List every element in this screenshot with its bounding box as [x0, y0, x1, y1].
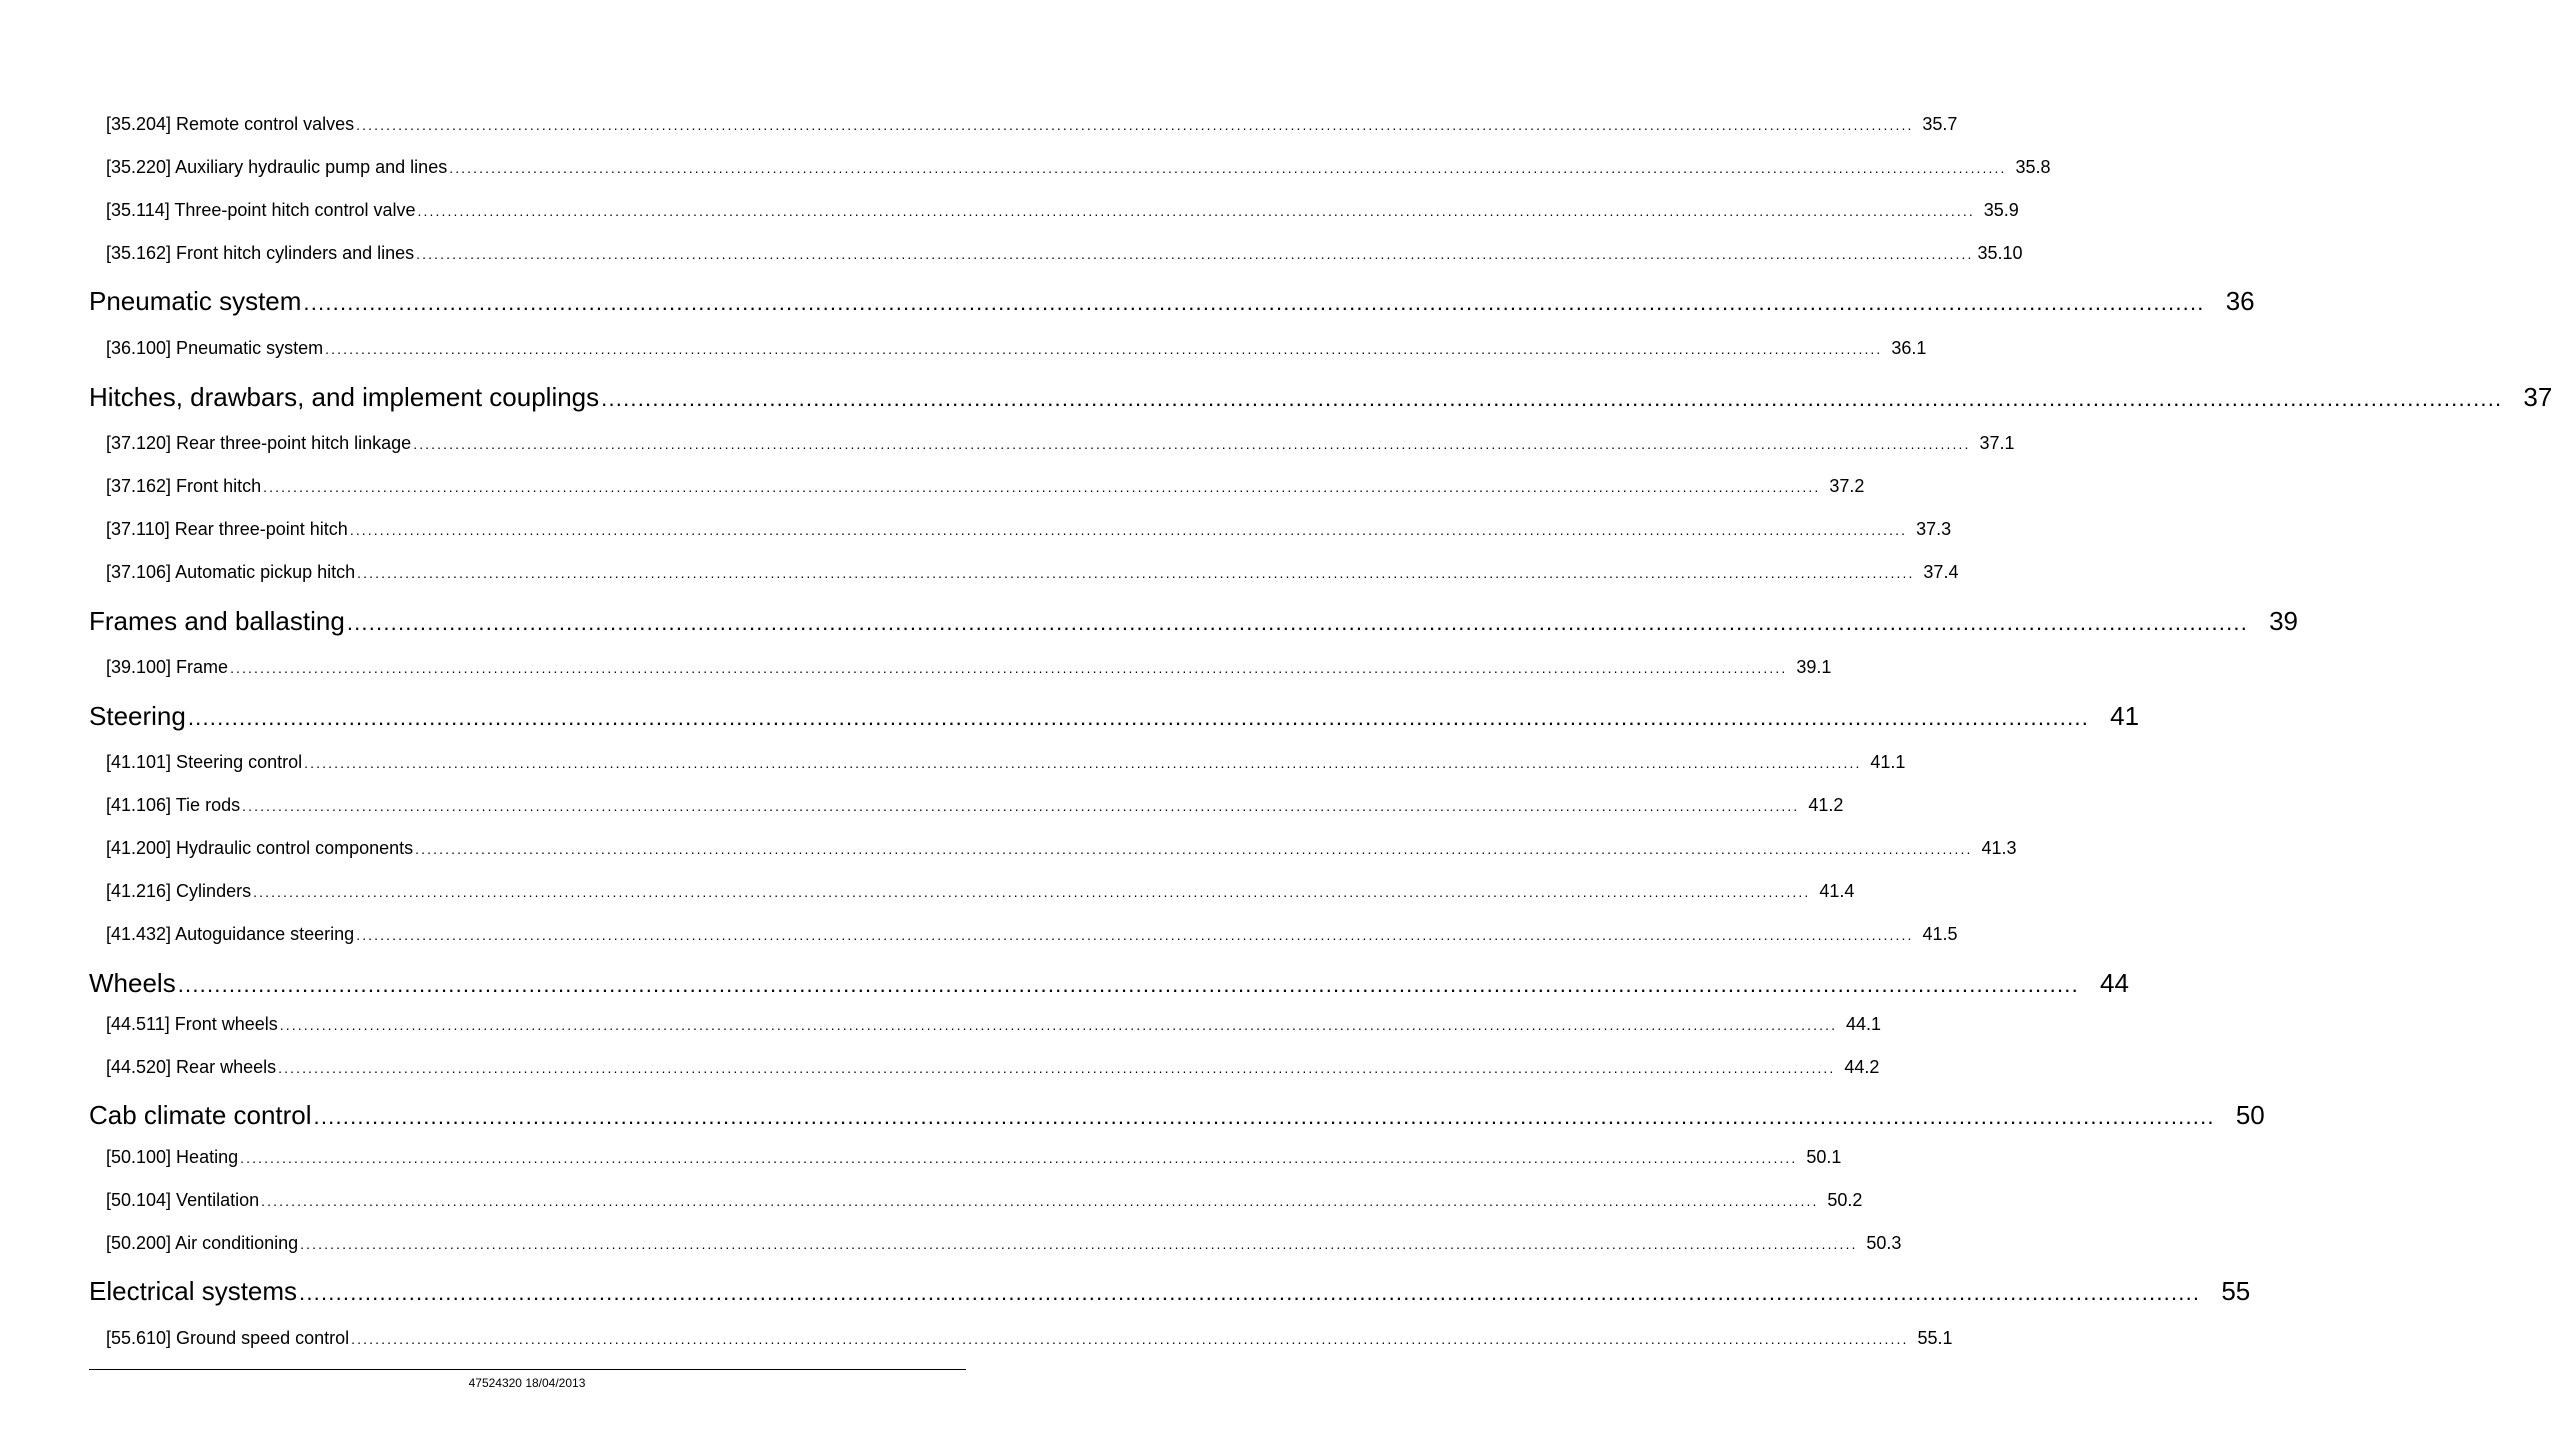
- toc-entry-title: [37.110] Rear three-point hitch: [106, 519, 348, 539]
- toc-subsection-entry[interactable]: [106, 923, 1958, 946]
- toc-entry-title: [41.200] Hydraulic control components: [106, 838, 414, 858]
- dot-leader: ....................................................................................................................................................................................................................................................................: [263, 479, 1821, 495]
- toc-entry-title: [35.162] Front hitch cylinders and lines: [106, 243, 415, 263]
- toc-subsection-entry[interactable]: [106, 561, 1959, 584]
- toc-page-number: 55.1: [1917, 1328, 1953, 1348]
- toc-subsection-entry[interactable]: [106, 837, 2017, 860]
- toc-entry-title: [35.204] Remote control valves: [106, 114, 355, 134]
- toc-page-number: 50.2: [1827, 1190, 1863, 1210]
- dot-leader: ....................................................................................................................................................................................................................................................................: [413, 436, 1971, 452]
- toc-page-number: 36: [2225, 286, 2255, 316]
- toc-entry-title: [55.610] Ground speed control: [106, 1328, 350, 1348]
- toc-subsection-entry[interactable]: [106, 880, 1855, 903]
- toc-subsection-entry[interactable]: [106, 199, 2019, 222]
- toc-section-entry[interactable]: [89, 285, 2255, 319]
- dot-leader: ....................................................................................................................................................................................................................................................................: [278, 1060, 1836, 1076]
- toc-subsection-entry[interactable]: [106, 1327, 1953, 1350]
- footer-document-id: 47524320 18/04/2013: [468, 1376, 586, 1390]
- toc-entry-title: Cab climate control: [89, 1100, 312, 1130]
- toc-subsection-entry[interactable]: [106, 518, 1952, 541]
- toc-page-number: 35.7: [1922, 114, 1958, 134]
- dot-leader: ....................................................................................................................................................................................................................................................................: [357, 565, 1915, 581]
- toc-page-number: 44.1: [1846, 1014, 1882, 1034]
- toc-page-number: 36.1: [1891, 338, 1927, 358]
- toc-entry-title: [35.114] Three-point hitch control valve: [106, 200, 416, 220]
- toc-page-number: 44: [2099, 968, 2129, 998]
- footer-divider: [89, 1369, 966, 1370]
- dot-leader: ....................................................................................................................................................................................................................................................................: [325, 341, 1883, 357]
- toc-page-number: 44.2: [1844, 1057, 1880, 1077]
- toc-entry-title: [50.104] Ventilation: [106, 1190, 260, 1210]
- toc-page-number: 41.1: [1870, 752, 1906, 772]
- toc-subsection-entry[interactable]: [106, 1189, 1863, 1212]
- toc-page-number: 35.8: [2015, 157, 2051, 177]
- dot-leader: ....................................................................................................................................................................................................................................................................: [303, 290, 2205, 315]
- toc-page-number: 37.1: [1979, 433, 2015, 453]
- toc-subsection-entry[interactable]: [106, 113, 1958, 136]
- toc-page-number: 50.1: [1806, 1147, 1842, 1167]
- toc-page-number: 55: [2221, 1276, 2251, 1306]
- toc-entry-title: Electrical systems: [89, 1276, 298, 1306]
- toc-section-entry[interactable]: [89, 1099, 2265, 1133]
- toc-entry-title: [44.520] Rear wheels: [106, 1057, 277, 1077]
- toc-entry-title: [50.200] Air conditioning: [106, 1233, 299, 1253]
- toc-entry-title: [37.162] Front hitch: [106, 476, 262, 496]
- toc-entry-title: [36.100] Pneumatic system: [106, 338, 324, 358]
- toc-section-entry[interactable]: [89, 381, 2552, 415]
- toc-subsection-entry[interactable]: [106, 751, 1906, 774]
- toc-page-number: 35.9: [1983, 200, 2019, 220]
- toc-entry-title: [41.216] Cylinders: [106, 881, 252, 901]
- toc-subsection-entry[interactable]: [106, 656, 1832, 679]
- toc-subsection-entry[interactable]: [106, 1056, 1880, 1079]
- toc-subsection-entry[interactable]: [106, 475, 1865, 498]
- toc-page-number: 37.4: [1923, 562, 1959, 582]
- toc-entry-title: [35.220] Auxiliary hydraulic pump and lines: [106, 157, 448, 177]
- toc-entry-title: [44.511] Front wheels: [106, 1014, 278, 1034]
- toc-entry-title: [37.120] Rear three-point hitch linkage: [106, 433, 412, 453]
- toc-entry-title: [37.106] Automatic pickup hitch: [106, 562, 356, 582]
- dot-leader: ....................................................................................................................................................................................................................................................................: [300, 1236, 1858, 1252]
- toc-section-entry[interactable]: [89, 1275, 2251, 1309]
- dot-leader: ....................................................................................................................................................................................................................................................................: [279, 1017, 1838, 1033]
- toc-entry-title: Frames and ballasting: [89, 606, 345, 636]
- toc-subsection-entry[interactable]: [106, 337, 1927, 360]
- toc-page-number: 37: [2523, 382, 2552, 412]
- toc-page-number: 37.3: [1916, 519, 1952, 539]
- toc-page-number: 41.2: [1808, 795, 1844, 815]
- dot-leader: ....................................................................................................................................................................................................................................................................: [187, 705, 2090, 730]
- toc-page-number: 41.4: [1819, 881, 1855, 901]
- dot-leader: ....................................................................................................................................................................................................................................................................: [230, 660, 1788, 676]
- dot-leader: ....................................................................................................................................................................................................................................................................: [299, 1280, 2201, 1305]
- dot-leader: ....................................................................................................................................................................................................................................................................: [417, 203, 1975, 219]
- toc-section-entry[interactable]: [89, 700, 2140, 734]
- dot-leader: ....................................................................................................................................................................................................................................................................: [253, 884, 1811, 900]
- toc-subsection-entry[interactable]: [106, 1232, 1902, 1255]
- toc-page-number: 39.1: [1796, 657, 1832, 677]
- dot-leader: ....................................................................................................................................................................................................................................................................: [351, 1331, 1909, 1347]
- toc-page-number: 50.3: [1866, 1233, 1902, 1253]
- dot-leader: ....................................................................................................................................................................................................................................................................: [313, 1104, 2215, 1129]
- dot-leader: ....................................................................................................................................................................................................................................................................: [356, 927, 1914, 943]
- toc-entry-title: Wheels: [89, 968, 176, 998]
- dot-leader: ....................................................................................................................................................................................................................................................................: [356, 117, 1914, 133]
- toc-section-entry[interactable]: [89, 967, 2129, 1001]
- toc-entry-title: [41.432] Autoguidance steering: [106, 924, 355, 944]
- toc-entry-title: Steering: [89, 701, 186, 731]
- toc-entry-title: [41.101] Steering control: [106, 752, 303, 772]
- toc-page-number: 39: [2269, 606, 2299, 636]
- toc-entry-title: [39.100] Frame: [106, 657, 229, 677]
- toc-subsection-entry[interactable]: [106, 794, 1844, 817]
- toc-entry-title: [50.100] Heating: [106, 1147, 239, 1167]
- dot-leader: ....................................................................................................................................................................................................................................................................: [240, 1150, 1798, 1166]
- toc-entry-title: [41.106] Tie rods: [106, 795, 241, 815]
- dot-leader: ....................................................................................................................................................................................................................................................................: [177, 972, 2079, 997]
- dot-leader: ....................................................................................................................................................................................................................................................................: [346, 610, 2249, 635]
- dot-leader: ....................................................................................................................................................................................................................................................................: [415, 841, 1973, 857]
- toc-page-number: 41: [2110, 701, 2140, 731]
- toc-subsection-entry[interactable]: [106, 156, 2051, 179]
- toc-entry-title: Hitches, drawbars, and implement couplings: [89, 382, 600, 412]
- dot-leader: ....................................................................................................................................................................................................................................................................: [349, 522, 1908, 538]
- toc-page-number: 35.10: [1977, 243, 2023, 263]
- dot-leader: ....................................................................................................................................................................................................................................................................: [449, 160, 2007, 176]
- toc-subsection-entry[interactable]: [106, 1013, 1882, 1036]
- dot-leader: ....................................................................................................................................................................................................................................................................: [304, 755, 1862, 771]
- dot-leader: ....................................................................................................................................................................................................................................................................: [416, 246, 1974, 262]
- toc-entry-title: Pneumatic system: [89, 286, 302, 316]
- toc-page-number: 41.5: [1922, 924, 1958, 944]
- dot-leader: ....................................................................................................................................................................................................................................................................: [261, 1193, 1819, 1209]
- toc-page-number: 41.3: [1981, 838, 2017, 858]
- toc-page-number: 50: [2235, 1100, 2265, 1130]
- dot-leader: ....................................................................................................................................................................................................................................................................: [242, 798, 1800, 814]
- toc-page-number: 37.2: [1829, 476, 1865, 496]
- toc-section-entry[interactable]: [89, 605, 2299, 639]
- toc-subsection-entry[interactable]: [106, 1146, 1842, 1169]
- toc-subsection-entry[interactable]: [106, 242, 2023, 265]
- toc-subsection-entry[interactable]: [106, 432, 2015, 455]
- dot-leader: ....................................................................................................................................................................................................................................................................: [601, 386, 2503, 411]
